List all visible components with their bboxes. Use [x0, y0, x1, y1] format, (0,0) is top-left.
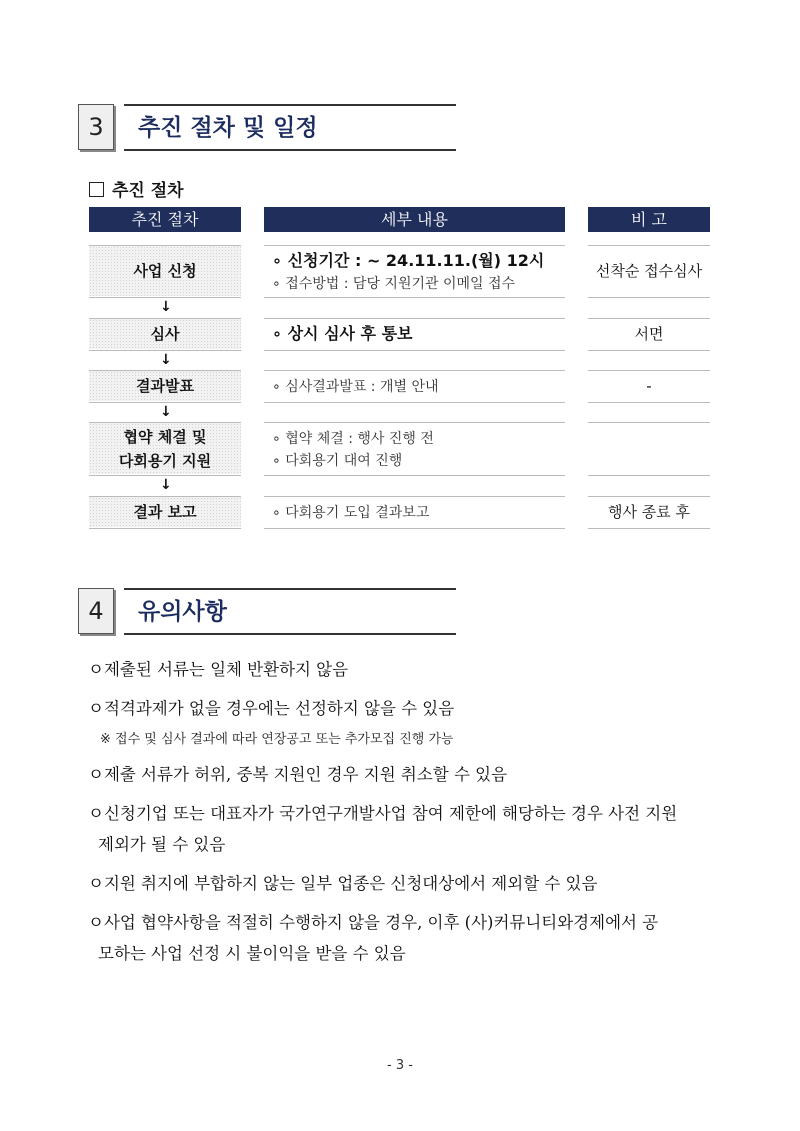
notice-item: ㅇ사업 협약사항을 적절히 수행하지 않을 경우, 이후 (사)커뮤니티와경제에서 공 — [88, 913, 659, 932]
row-divider — [588, 370, 710, 371]
row-divider — [588, 245, 710, 246]
detail-text: ∘ 다회용기 대여 진행 — [272, 453, 403, 469]
stage-cell-apply — [89, 246, 241, 296]
section-4-number: 4 — [78, 588, 114, 634]
checkbox-icon — [89, 182, 104, 197]
row-divider — [89, 528, 241, 529]
row-divider — [588, 496, 710, 497]
notice-item: ㅇ적격과제가 없을 경우에는 선정하지 않을 수 있음 — [88, 699, 455, 718]
detail-agreement-1 — [272, 428, 434, 449]
notice-item: ㅇ제출된 서류는 일체 반환하지 않음 — [88, 660, 349, 679]
note-review: 서면 — [634, 325, 664, 343]
note-apply: 선착순 접수심사 — [595, 262, 703, 280]
notice-footnote: ※ 접수 및 심사 결과에 따라 연장공고 또는 추가모집 진행 가능 — [100, 732, 454, 747]
notice-item: ㅇ신청기업 또는 대표자가 국가연구개발사업 참여 제한에 해당하는 경우 사전 지원 — [88, 804, 678, 823]
stage-label: 협약 체결 및 — [123, 427, 207, 446]
down-arrow-icon: ↓ — [160, 299, 172, 315]
notice-item: ㅇ지원 취지에 부합하지 않는 일부 업종은 신청대상에서 제외할 수 있음 — [88, 874, 598, 893]
row-divider — [588, 297, 710, 298]
detail-apply-2 — [272, 273, 515, 294]
stage-label: 사업 신청 — [133, 262, 197, 280]
note-report: 행사 종료 후 — [608, 503, 690, 521]
row-divider — [264, 496, 565, 497]
row-divider — [89, 475, 241, 476]
detail-result-1 — [272, 376, 439, 397]
down-arrow-icon: ↓ — [160, 352, 172, 368]
procedure-subheading-label: 추진 절차 — [112, 181, 184, 201]
row-divider — [588, 422, 710, 423]
detail-text: ∘ 심사결과발표 : 개별 안내 — [272, 379, 439, 395]
stage-label: 결과발표 — [136, 377, 194, 395]
row-divider — [588, 475, 710, 476]
header-stage: 추진 절차 — [89, 207, 241, 232]
down-arrow-icon: ↓ — [160, 477, 172, 493]
note-result: - — [646, 377, 652, 395]
section-3-top-line — [124, 104, 456, 106]
row-divider — [264, 402, 565, 403]
section-4-top-line — [124, 588, 456, 590]
stage-cell-result — [89, 371, 241, 401]
stage-label: 다회용기 지원 — [118, 451, 212, 470]
procedure-subheading — [89, 176, 184, 201]
section-4-bottom-line — [124, 633, 456, 635]
row-divider — [89, 297, 241, 298]
down-arrow-icon: ↓ — [160, 404, 172, 420]
detail-agreement-2 — [272, 450, 402, 471]
stage-cell-report — [89, 497, 241, 527]
detail-review-1 — [272, 324, 413, 344]
row-divider — [89, 350, 241, 351]
detail-text: ∘ 접수방법 : 담당 지원기관 이메일 접수 — [272, 276, 516, 292]
stage-label: 심사 — [150, 325, 180, 343]
detail-text: ∘ 다회용기 도입 결과보고 — [272, 505, 430, 521]
stage-label: 결과 보고 — [133, 503, 197, 521]
detail-text: ∘ 상시 심사 후 통보 — [272, 324, 413, 343]
notice-item: ㅇ제출 서류가 허위, 중복 지원인 경우 지원 취소할 수 있음 — [88, 765, 508, 784]
row-divider — [264, 422, 565, 423]
row-divider — [588, 318, 710, 319]
row-divider — [264, 318, 565, 319]
header-detail: 세부 내용 — [264, 207, 565, 232]
row-divider — [588, 402, 710, 403]
detail-text: ∘ 신청기간 : ~ 24.11.11.(월) 12시 — [272, 251, 545, 270]
section-3-number: 3 — [78, 104, 114, 150]
notice-item-continuation: 모하는 사업 선정 시 불이익을 받을 수 있음 — [98, 944, 406, 963]
notice-item-continuation: 제외가 될 수 있음 — [98, 835, 226, 854]
section-3-bottom-line — [124, 149, 456, 151]
header-note: 비 고 — [588, 207, 710, 232]
row-divider — [264, 475, 565, 476]
row-divider — [264, 245, 565, 246]
row-divider — [264, 528, 565, 529]
row-divider — [588, 528, 710, 529]
stage-cell-review — [89, 319, 241, 349]
stage-cell-agreement — [89, 423, 241, 474]
row-divider — [264, 350, 565, 351]
detail-apply-1 — [272, 251, 544, 271]
row-divider — [588, 350, 710, 351]
detail-text: ∘ 협약 체결 : 행사 진행 전 — [272, 431, 434, 447]
page-number: - 3 - — [387, 1058, 413, 1073]
section-3-title: 추진 절차 및 일정 — [138, 115, 318, 141]
detail-report-1 — [272, 502, 429, 523]
row-divider — [264, 297, 565, 298]
section-4-title: 유의사항 — [138, 599, 227, 625]
row-divider — [264, 370, 565, 371]
row-divider — [89, 402, 241, 403]
